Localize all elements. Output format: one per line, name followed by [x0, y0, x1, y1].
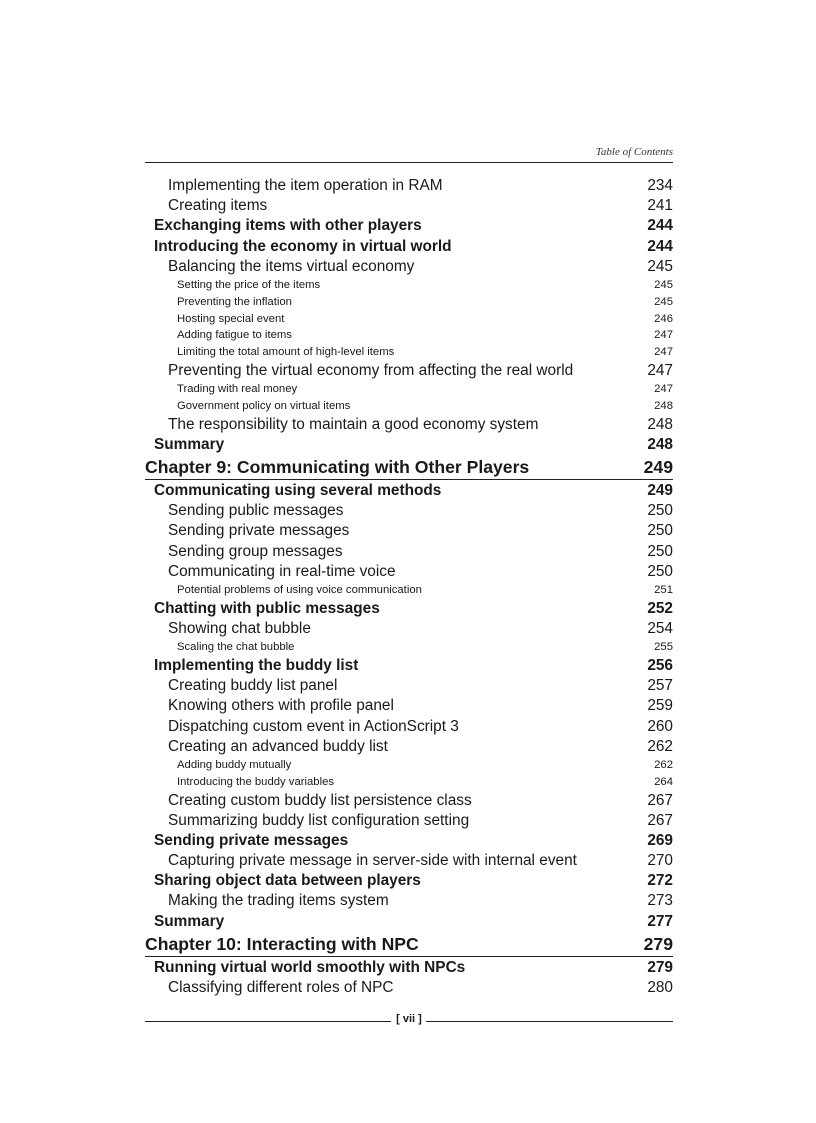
- toc-entry-page: 251: [654, 584, 673, 597]
- toc-entry-title: Potential problems of using voice communication: [177, 584, 422, 597]
- toc-entry-title: Balancing the items virtual economy: [168, 257, 415, 275]
- toc-section-entry[interactable]: [145, 481, 673, 501]
- toc-subsubsection-entry[interactable]: [145, 294, 673, 311]
- toc-entry-title: Preventing the virtual economy from affecting the real world: [168, 361, 574, 379]
- toc-entry-title: The responsibility to maintain a good economy system: [168, 415, 539, 433]
- toc-entry-title: Scaling the chat bubble: [177, 641, 295, 654]
- toc-entry-page: 244: [647, 217, 673, 235]
- toc-subsection-entry[interactable]: [145, 676, 673, 696]
- toc-subsubsection-entry[interactable]: [145, 277, 673, 294]
- toc-entry-title: Adding fatigue to items: [177, 329, 292, 342]
- toc-entry-title: Sending group messages: [168, 542, 343, 560]
- toc-subsubsection-entry[interactable]: [145, 774, 673, 791]
- toc-entry-page: 247: [647, 361, 673, 379]
- toc-entry-title: Implementing the item operation in RAM: [168, 177, 443, 194]
- toc-entry-page: 248: [654, 399, 673, 412]
- toc-subsection-entry[interactable]: [145, 891, 673, 911]
- toc-entry-title: Creating buddy list panel: [168, 677, 338, 695]
- toc-entry-title: Knowing others with profile panel: [168, 697, 394, 715]
- footer-rule-right: [426, 1021, 673, 1022]
- toc-entry-title: Implementing the buddy list: [154, 656, 359, 674]
- toc-entry-title: Summary: [154, 435, 225, 453]
- toc-entry-page: 264: [654, 775, 673, 788]
- toc-entry-title: Chatting with public messages: [154, 599, 380, 617]
- toc-entry-page: 254: [647, 620, 673, 637]
- toc-entry-title: Running virtual world smoothly with NPCs: [154, 958, 466, 976]
- toc-subsection-entry[interactable]: [145, 257, 673, 277]
- toc-entry-page: 260: [647, 717, 673, 735]
- toc-section-entry[interactable]: [145, 237, 673, 257]
- toc-entry-title: Trading with real money: [177, 383, 298, 396]
- page-footer: [145, 1012, 673, 1032]
- toc-subsubsection-entry[interactable]: [145, 639, 673, 656]
- toc-entry-title: Introducing the economy in virtual world: [154, 237, 452, 255]
- toc-subsection-entry[interactable]: [145, 851, 673, 871]
- toc-entry-page: 234: [647, 177, 673, 194]
- toc-entry-title: Classifying different roles of NPC: [168, 979, 394, 997]
- toc-entry-title: Government policy on virtual items: [177, 399, 351, 412]
- toc-entry-title: Sending private messages: [154, 831, 349, 849]
- toc-entry-page: 247: [654, 383, 673, 396]
- toc-subsubsection-entry[interactable]: [145, 311, 673, 328]
- toc-entry-title: Capturing private message in server-side with internal event: [168, 852, 577, 870]
- toc-subsubsection-entry[interactable]: [145, 327, 673, 344]
- toc-entry-title: Introducing the buddy variables: [177, 775, 335, 788]
- toc-entry-page: 272: [647, 872, 673, 890]
- running-header: Table of Contents: [595, 146, 673, 158]
- toc-entry-page: 280: [647, 979, 673, 997]
- toc-entry-title: Setting the price of the items: [177, 278, 321, 291]
- toc-entry-page: 248: [647, 415, 673, 433]
- toc-subsection-entry[interactable]: [145, 521, 673, 541]
- toc-subsection-entry[interactable]: [145, 196, 673, 216]
- toc-section-entry[interactable]: [145, 435, 673, 455]
- toc-entry-title: Creating items: [168, 197, 268, 215]
- toc-entry-page: 262: [647, 737, 673, 755]
- toc-entry-page: 257: [647, 677, 673, 695]
- toc-entry-page: 269: [647, 831, 673, 849]
- toc-subsection-entry[interactable]: [145, 696, 673, 716]
- toc-entry-page: 247: [654, 346, 673, 359]
- toc-entry-title: Sending private messages: [168, 522, 350, 540]
- toc-entry-page: 249: [643, 457, 673, 478]
- toc-entry-title: Hosting special event: [177, 312, 285, 325]
- toc-entry-page: 246: [654, 312, 673, 325]
- toc-entry-page: 273: [647, 892, 673, 910]
- toc-entry-title: Adding buddy mutually: [177, 758, 292, 771]
- toc-subsubsection-entry[interactable]: [145, 582, 673, 599]
- header-rule: [145, 162, 673, 163]
- toc-entry-page: 267: [647, 791, 673, 809]
- toc-section-entry[interactable]: [145, 831, 673, 851]
- toc-entry-title: Communicating using several methods: [154, 482, 442, 500]
- toc-entry-title: Creating an advanced buddy list: [168, 737, 388, 755]
- toc-subsubsection-entry[interactable]: [145, 398, 673, 415]
- toc-entry-page: 248: [647, 435, 673, 453]
- toc-entry-title: Chapter 9: Communicating with Other Players: [145, 457, 530, 478]
- toc-entry-page: 249: [647, 482, 673, 500]
- page-number: [ vii ]: [396, 1013, 422, 1025]
- toc-entry-page: 252: [647, 599, 673, 617]
- toc-subsection-entry[interactable]: [145, 811, 673, 831]
- toc-subsubsection-entry[interactable]: [145, 344, 673, 361]
- toc-entry-page: 267: [647, 811, 673, 829]
- toc-entry-page: 256: [647, 656, 673, 674]
- toc-subsection-entry[interactable]: [145, 717, 673, 737]
- toc-entry-page: 279: [643, 933, 673, 954]
- toc-entry-title: Sending public messages: [168, 502, 344, 520]
- toc-subsection-entry[interactable]: [145, 361, 673, 381]
- toc-subsection-entry[interactable]: [145, 501, 673, 521]
- toc-entry-page: 244: [647, 237, 673, 255]
- toc-subsubsection-entry[interactable]: [145, 381, 673, 398]
- toc-entry-title: Preventing the inflation: [177, 295, 292, 308]
- toc-entry-page: 245: [647, 257, 673, 275]
- toc-entry-page: 250: [647, 502, 673, 520]
- toc-entry-title: Showing chat bubble: [168, 620, 311, 637]
- toc-entry-title: Limiting the total amount of high-level items: [177, 346, 395, 359]
- toc-entry-page: 241: [647, 197, 673, 215]
- toc-entry-page: 270: [647, 852, 673, 870]
- toc-chapter-entry[interactable]: [145, 455, 673, 480]
- toc-entry-title: Sharing object data between players: [154, 872, 421, 890]
- toc-chapter-entry[interactable]: [145, 932, 673, 957]
- toc-entry-page: 245: [654, 278, 673, 291]
- toc-subsection-entry[interactable]: [145, 737, 673, 757]
- toc-entry-page: 259: [647, 697, 673, 715]
- toc-section-entry[interactable]: [145, 656, 673, 676]
- toc-entry-title: Summary: [154, 912, 225, 930]
- toc-subsection-entry[interactable]: [145, 978, 673, 998]
- toc-subsection-entry[interactable]: [145, 562, 673, 582]
- toc-entry-page: 250: [647, 562, 673, 580]
- toc-section-entry[interactable]: [145, 216, 673, 236]
- toc-entry-page: 250: [647, 542, 673, 560]
- toc-section-entry[interactable]: [145, 912, 673, 932]
- toc-entry-page: 279: [647, 958, 673, 976]
- toc-subsection-entry[interactable]: [145, 415, 673, 435]
- toc-subsection-entry[interactable]: [145, 791, 673, 811]
- toc-entry-page: 277: [647, 912, 673, 930]
- toc-section-entry[interactable]: [145, 871, 673, 891]
- toc-entry-page: 262: [654, 758, 673, 771]
- toc-entry-title: Summarizing buddy list configuration setting: [168, 811, 470, 829]
- toc-subsubsection-entry[interactable]: [145, 757, 673, 774]
- toc-section-entry[interactable]: [145, 958, 673, 978]
- toc-subsection-entry[interactable]: [145, 176, 673, 196]
- toc-subsection-entry[interactable]: [145, 542, 673, 562]
- toc-entry-page: 247: [654, 329, 673, 342]
- toc-section-entry[interactable]: [145, 599, 673, 619]
- toc-entry-page: 250: [647, 522, 673, 540]
- toc-entry-title: Exchanging items with other players: [154, 217, 422, 235]
- toc-entry-title: Making the trading items system: [168, 892, 389, 910]
- toc-entry-title: Communicating in real-time voice: [168, 562, 396, 580]
- toc-entry-title: Dispatching custom event in ActionScript 3: [168, 717, 459, 735]
- toc-entry-title: Chapter 10: Interacting with NPC: [145, 933, 419, 954]
- toc-entry-page: 255: [654, 641, 673, 654]
- toc-entry-title: Creating custom buddy list persistence class: [168, 791, 472, 809]
- toc-subsection-entry[interactable]: [145, 619, 673, 639]
- table-of-contents: [145, 176, 673, 998]
- toc-entry-page: 245: [654, 295, 673, 308]
